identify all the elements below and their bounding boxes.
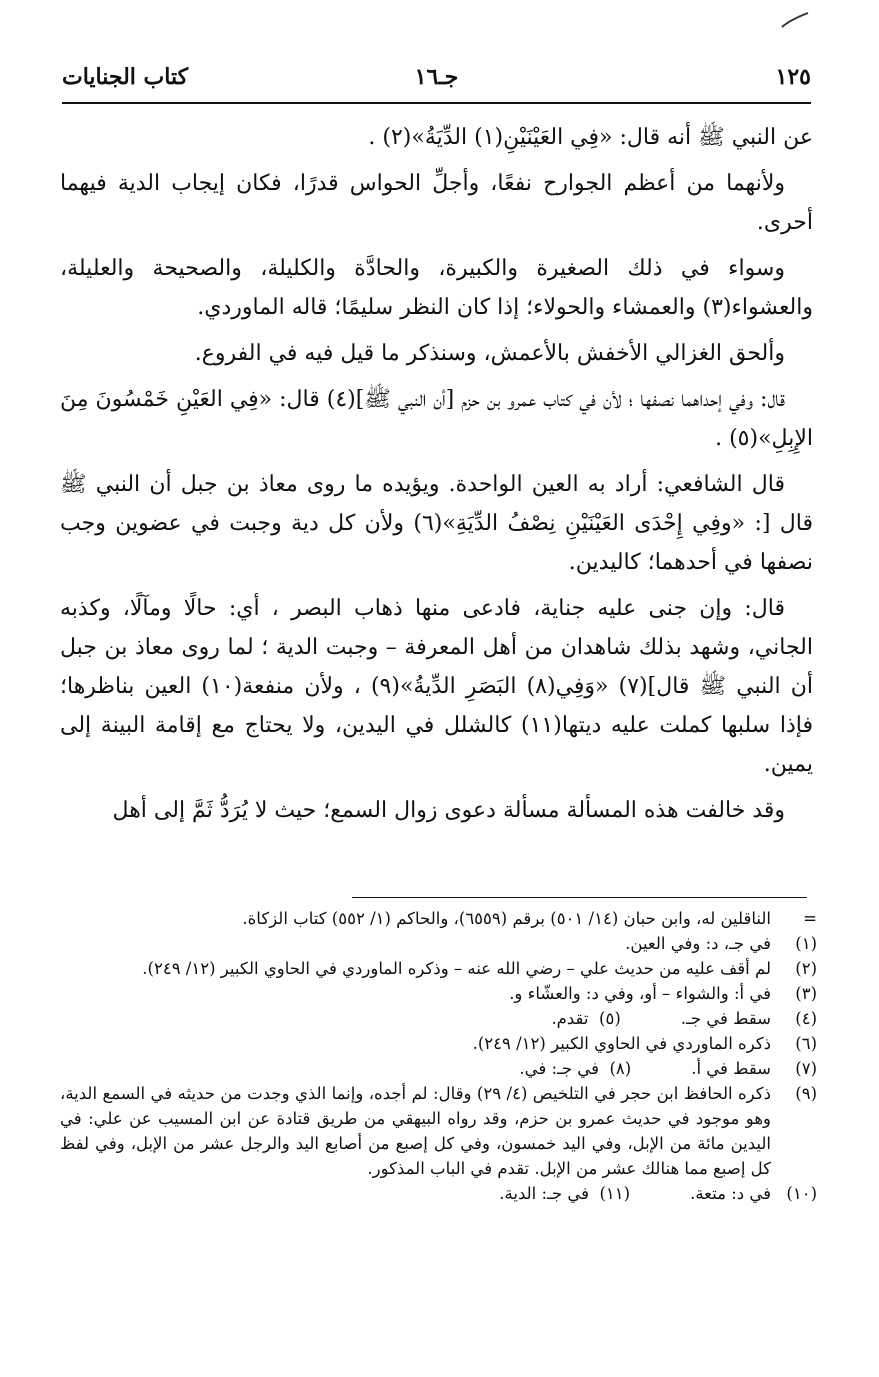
book-title: كتاب الجنايات [62,64,189,90]
footnote-number: (١٠) [786,1184,817,1203]
footnote [60,956,817,981]
footnote [60,906,817,931]
footnote [60,931,817,956]
footnote-text: في جـ: الدية. [499,1184,589,1203]
paragraph: وقد خالفت هذه المسألة مسألة دعوى زوال السمع؛ حيث لا يُرَدُّ ثَمَّ إلى أهل [112,798,785,823]
footnote-number: (٨) [609,1059,632,1078]
footnote [60,1031,817,1056]
footnote-number: (٣) [795,984,817,1003]
running-header [62,60,811,100]
paragraph: قال: وفي إحداهما نصفها ؛ لأن في كتاب عمرو بن حزم [أن النبي ﷺ](٤) قال: «فِي العَيْنِ خَمْسُونَ مِنَ الإِبِلِ»(٥) . [60,387,813,451]
footnote-number: (٢) [795,959,817,978]
footnote-text: ذكره الحافظ ابن حجر في التلخيص (٤/ ٢٩) وقال: لم أجده، وإنما الذي وجدت من حديثه في السمع الدية، وهو موجود في حديث عمرو بن حزم، وقد رواه البيهقي من طريق قتادة عن ابن المسيب عن علي: في اليدين مائة من الإبل، وفي اليد خمسون، وفي كل إصبع من أصابع اليد والرجل عشر من الإبل، وفي لفظ كل إصبع مما هنالك عشر من الإبل. تقدم في الباب المذكور. [60,1084,771,1178]
footnotes [60,906,817,1206]
footnote-text: في أ: والشواء – أو، وفي د: والعشّاء و. [509,984,771,1003]
footnote [60,1081,817,1181]
footnote [60,1006,817,1031]
footnote [60,981,817,1006]
paragraph: قال: وإن جنى عليه جناية، فادعى منها ذهاب البصر ، أي: حالًا ومآلًا، وكذبه الجاني، وشهد بذلك شاهدان من أهل المعرفة – وجبت الدية ؛ لما روى معاذ بن جبل أن النبي ﷺ قال](٧) «وَفِي(٨) البَصَرِ الدِّيةُ»(٩) ، ولأن منفعة(١٠) العين بناظرها؛ فإذا سلبها كملت عليه ديتها(١١) كالشلل في اليدين، ولا يحتاج مع إقامة البينة إلى يمين. [60,596,814,777]
footnote-number: (٦) [795,1034,817,1053]
paragraph: عن النبي ﷺ أنه قال: «فِي العَيْنَيْنِ(١) الدِّيَةُ»(٢) . [368,125,813,150]
paragraph: وألحق الغزالي الأخفش بالأعمش، وسنذكر ما قيل فيه في الفروع. [194,341,785,366]
main-text [60,118,813,837]
footnote-number: (٥) [599,1009,621,1028]
footnote-number: (١١) [599,1184,631,1203]
footnote-marker: = [803,909,817,928]
footnote-text: الناقلين له، وابن حبان (١٤/ ٥٠١) برقم (٦٥٥٩)، والحاكم (١/ ٥٥٢) كتاب الزكاة. [242,909,771,928]
footnote-text: في جـ، د: وفي العين. [625,934,771,953]
paragraph: قال الشافعي: أراد به العين الواحدة. ويؤيده ما روى معاذ بن جبل أن النبي ﷺ قال [: «وفِي إِحْدَى العَيْنَيْنِ نِصْفُ الدِّيَةِ»(٦) ولأن كل دية وجبت في عضوين وجب نصفها في أحدهما؛ كاليدين. [60,472,814,575]
footnote-text: في د: متعة. [690,1184,771,1203]
paragraph: ولأنهما من أعظم الجوارح نفعًا، وأجلِّ الحواس قدرًا، فكان إيجاب الدية فيهما أحرى. [60,171,813,235]
pen-mark-icon [778,10,812,32]
footnote-number: (١) [795,934,817,953]
footnote-text: لم أقف عليه من حديث علي – رضي الله عنه – وذكره الماوردي في الحاوي الكبير (١٢/ ٢٤٩). [142,959,771,978]
paragraph: وسواء في ذلك الصغيرة والكبيرة، والحادَّة والكليلة، والصحيحة والعليلة، والعشواء(٣) والعمشاء والحولاء؛ إذا كان النظر سليمًا؛ قاله الماوردي. [60,256,813,320]
footnote-text: تقدم. [551,1009,589,1028]
page-number: ١٢٥ [775,64,811,90]
header-rule [62,102,811,104]
footnote-number: (٩) [795,1084,817,1103]
footnote [60,1056,817,1081]
footnote-text: في جـ: في. [519,1059,599,1078]
footnote-number: (٧) [795,1059,817,1078]
footnote [60,1181,817,1206]
footnote-text: ذكره الماوردي في الحاوي الكبير (١٢/ ٢٤٩). [472,1034,771,1053]
volume-number: جـ١٦ [414,64,459,90]
footnote-text: سقط في جـ. [680,1009,771,1028]
footnote-text: سقط في أ. [691,1059,771,1078]
footnote-separator [352,897,807,898]
footnote-number: (٤) [795,1009,817,1028]
